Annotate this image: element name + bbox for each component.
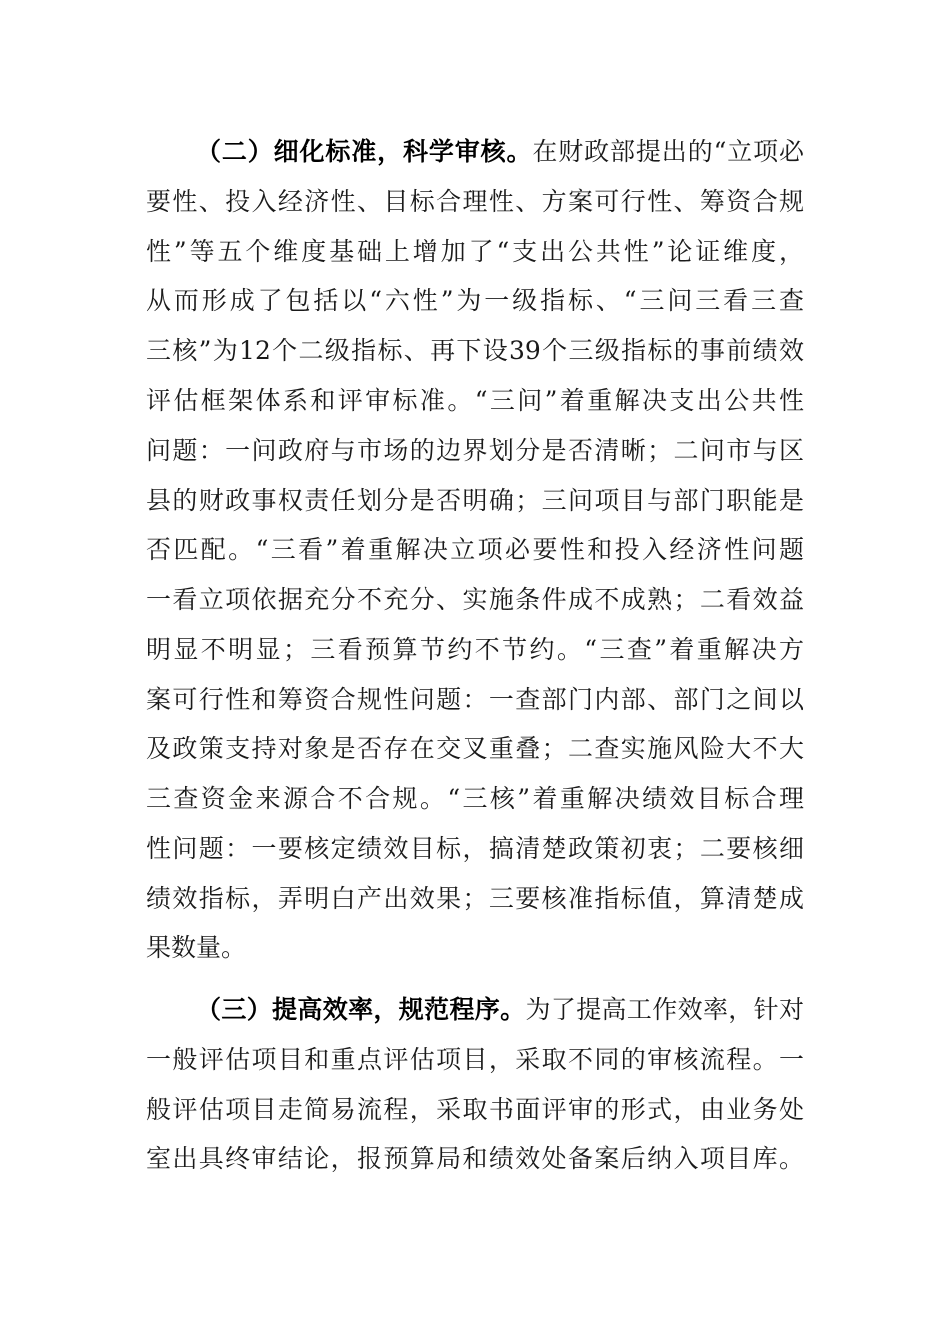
section2-line: 问题：一问政府与市场的边界划分是否清晰；二问市与区 — [146, 436, 804, 465]
section2-line: 否匹配。“三看”着重解决立项必要性和投入经济性问题 — [146, 535, 804, 564]
section2-line: 性问题：一要核定绩效目标，搞清楚政策初衷；二要核细 — [146, 834, 804, 863]
section2-line: 县的财政事权责任划分是否明确；三问项目与部门职能是 — [146, 486, 804, 515]
section2-line: 案可行性和筹资合规性问题：一查部门内部、部门之间以 — [146, 685, 804, 714]
section2-line: 明显不明显；三看预算节约不节约。“三查”着重解决方 — [146, 635, 804, 664]
section2-line: 评估框架体系和评审标准。“三问”着重解决支出公共性 — [146, 386, 804, 415]
section2-line-last: 果数量。 — [146, 933, 247, 962]
section2-line: 及政策支持对象是否存在交叉重叠；二查实施风险大不大 — [146, 734, 804, 763]
section2-line: 要性、投入经济性、目标合理性、方案可行性、筹资合规 — [146, 187, 804, 216]
section2-line: 性”等五个维度基础上增加了“支出公共性”论证维度， — [146, 237, 804, 266]
section3-line: 般评估项目走简易流程，采取书面评审的形式，由业务处 — [146, 1095, 804, 1124]
section2-heading: （二）细化标准，科学审核。 — [196, 137, 533, 166]
section2-line: 三核”为12个二级指标、再下设39个三级指标的事前绩效 — [146, 336, 804, 365]
section2-paragraph-line-1 — [196, 132, 804, 172]
section2-line: 绩效指标，弄明白产出效果；三要核准指标值，算清楚成 — [146, 884, 804, 913]
section3-paragraph-line-1 — [196, 990, 804, 1030]
section2-line: 从而形成了包括以“六性”为一级指标、“三问三看三查 — [146, 286, 804, 315]
section3-heading: （三）提高效率，规范程序。 — [196, 995, 526, 1024]
section3-line: 一般评估项目和重点评估项目，采取不同的审核流程。一 — [146, 1045, 804, 1074]
section2-line: 一看立项依据充分不充分、实施条件成不成熟；二看效益 — [146, 585, 804, 614]
section2-line1-text: 在财政部提出的“立项必 — [532, 137, 804, 166]
section3-line1-text: 为了提高工作效率，针对 — [525, 995, 804, 1024]
section2-line: 三查资金来源合不合规。“三核”着重解决绩效目标合理 — [146, 784, 804, 813]
section3-line: 室出具终审结论，报预算局和绩效处备案后纳入项目库。 — [146, 1144, 804, 1173]
